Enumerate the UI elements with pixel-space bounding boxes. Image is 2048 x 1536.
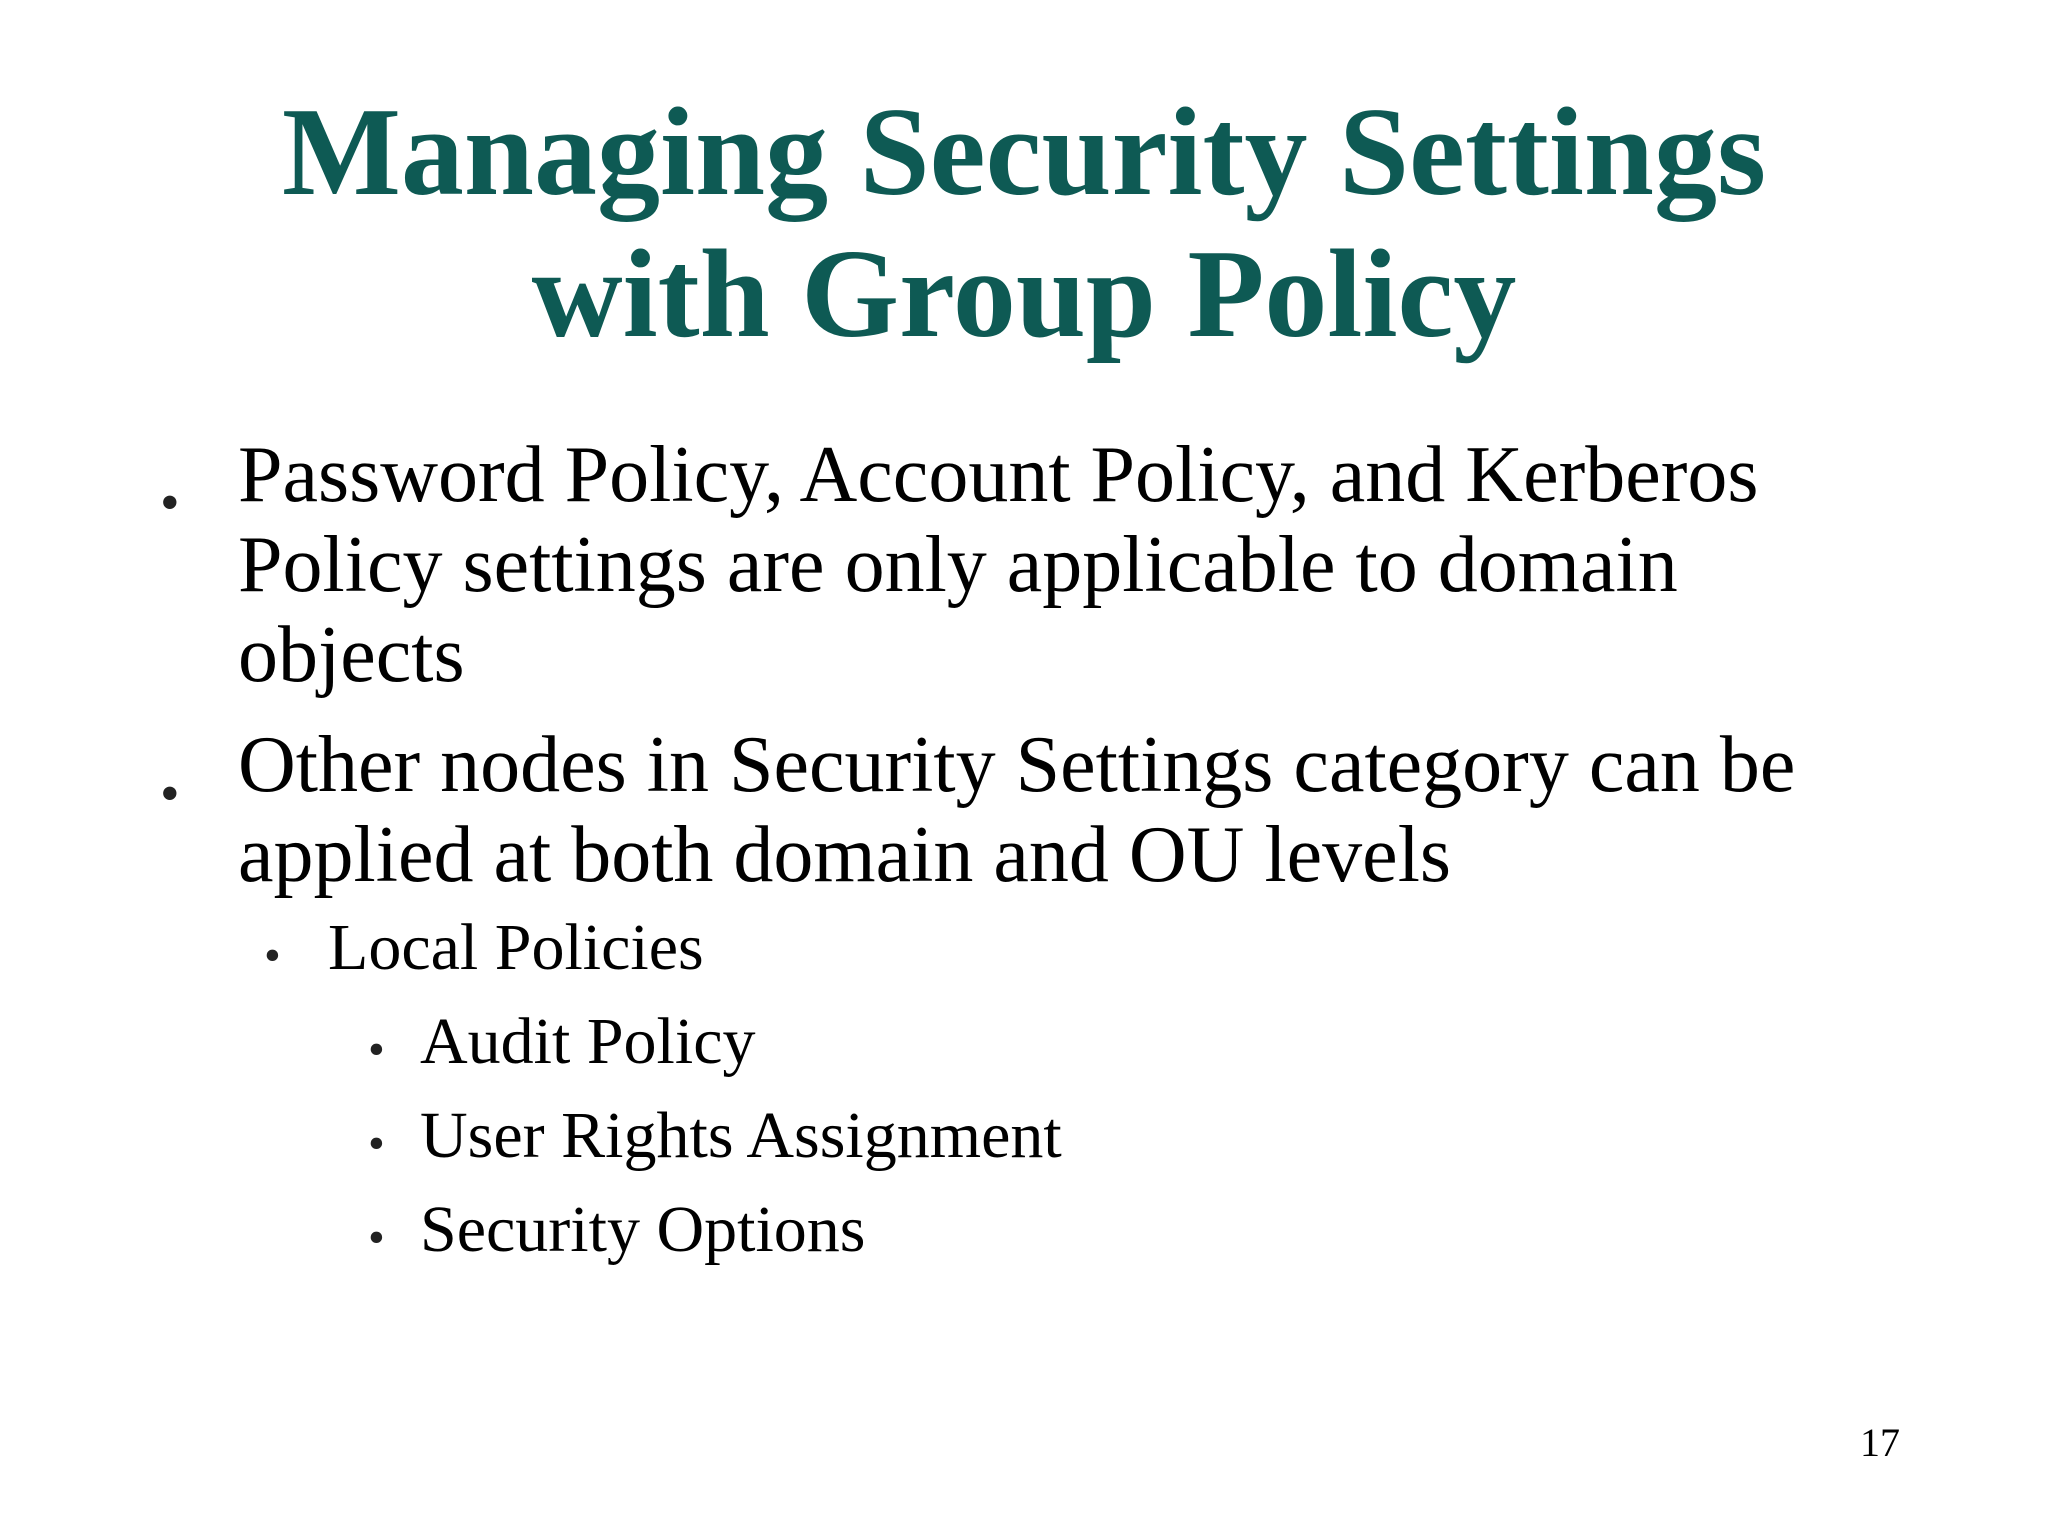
bullet-point-icon: • [368,1023,385,1076]
bullet-point-icon: • [368,1211,385,1264]
bullet-point-icon: • [264,929,281,982]
page-number: 17 [1860,1420,1900,1465]
sub-sub-bullet-user-rights-assignment-label: User Rights Assignment [420,1099,1062,1172]
sub-bullet-local-policies-label: Local Policies [328,911,704,984]
slide-title-line-1: Managing Security Settings [281,83,1766,222]
bullet-point-icon: • [368,1117,385,1170]
bullet-item-1-line-2: Policy settings are only applicable to domain [238,521,1678,609]
slide-title-line-2: with Group Policy [531,225,1517,364]
bullet-item-1-line-1: Password Policy, Account Policy, and Kerberos [238,431,1759,519]
sub-sub-bullet-audit-policy-label: Audit Policy [420,1005,756,1078]
sub-sub-bullet-security-options-label: Security Options [420,1193,866,1266]
bullet-item-1-line-3: objects [238,611,465,699]
bullet-point-icon: • [160,472,180,534]
bullet-item-2-line-2: applied at both domain and OU levels [238,811,1452,899]
bullet-item-2-line-1: Other nodes in Security Settings category can be [238,721,1796,809]
bullet-point-icon: • [160,763,180,825]
